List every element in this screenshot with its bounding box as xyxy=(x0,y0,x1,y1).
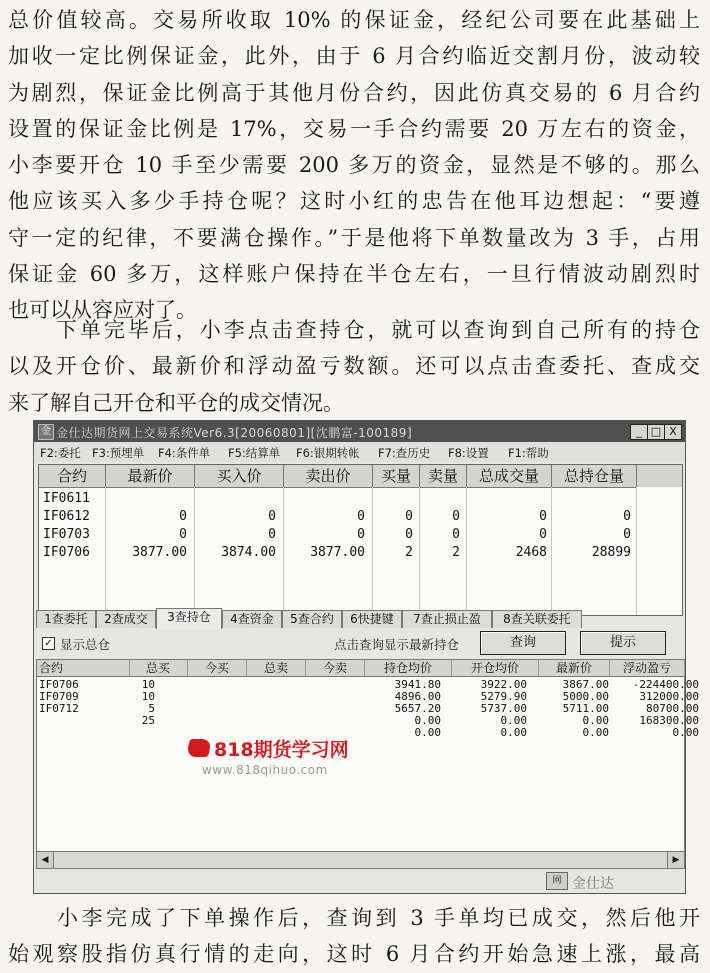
tab-linked-orders[interactable]: 8查关联委托 xyxy=(492,610,582,628)
position-cell[interactable]: 312000.00 xyxy=(639,690,699,703)
quote-cell[interactable]: IF0612 xyxy=(43,509,90,524)
position-cell[interactable]: 10 xyxy=(141,690,155,703)
quote-cell[interactable]: 28899 xyxy=(591,545,631,560)
position-controls xyxy=(34,630,685,656)
scroll-right-icon[interactable]: ▶ xyxy=(667,852,684,868)
quote-cell[interactable]: 0 xyxy=(623,527,631,542)
maximize-button[interactable]: □ xyxy=(647,424,665,440)
quote-cell[interactable]: 0 xyxy=(179,509,187,524)
position-cell[interactable]: 0.00 xyxy=(414,726,441,739)
position-cell[interactable]: 0.00 xyxy=(582,726,609,739)
paragraph-middle xyxy=(8,312,700,421)
watermark-title: 818期货学习网 xyxy=(214,739,349,761)
tab-trades[interactable]: 2查成交 xyxy=(96,610,156,628)
position-cell[interactable]: 5 xyxy=(148,702,155,715)
position-cell[interactable]: 0.00 xyxy=(414,714,441,727)
position-cell[interactable]: 0.00 xyxy=(500,714,527,727)
query-button[interactable]: 查询 xyxy=(480,631,566,655)
column-header[interactable]: 买入价 xyxy=(195,465,284,488)
text-line: 设置的保证金比例是 17%，交易一手合约需要 20 万左右的资金， xyxy=(8,116,700,141)
text-line: 也可以从容应对了。 xyxy=(8,298,197,323)
quote-cell[interactable]: 3877.00 xyxy=(310,545,365,560)
show-total-label: 显示总仓 xyxy=(60,637,111,652)
status-bar xyxy=(34,869,685,893)
position-cell[interactable]: 80700.00 xyxy=(646,702,699,715)
position-cell[interactable]: 3941.80 xyxy=(394,678,441,691)
menu-item-history[interactable]: F7:查历史 xyxy=(378,446,431,460)
position-cell[interactable]: 5279.90 xyxy=(480,690,527,703)
position-cell[interactable]: 0.00 xyxy=(582,714,609,727)
text-line: 加收一定比例保证金，此外，由于 6 月合约临近交割月份，波动较 xyxy=(8,44,700,69)
position-cell[interactable]: 0.00 xyxy=(672,726,699,739)
quote-cell[interactable]: 0 xyxy=(268,527,276,542)
query-hint: 点击查询显示最新持仓 xyxy=(334,637,460,652)
paragraph-top xyxy=(8,2,700,329)
quote-cell[interactable]: 0 xyxy=(452,527,460,542)
column-header[interactable]: 总卖 xyxy=(247,660,306,676)
quote-cell[interactable]: 2 xyxy=(452,545,460,560)
text-line: 保证金 60 多万，这样账户保持在半仓左右，一旦行情波动剧烈时 xyxy=(8,262,700,287)
close-button[interactable]: X xyxy=(664,424,682,440)
position-cell[interactable]: 10 xyxy=(141,678,155,691)
menu-item-bank-transfer[interactable]: F6:银期转帐 xyxy=(296,446,360,460)
column-header[interactable]: 总买 xyxy=(129,660,188,676)
position-cell[interactable]: 0.00 xyxy=(500,726,527,739)
app-icon: 金 xyxy=(38,424,54,440)
menu-item-preset-order[interactable]: F3:预埋单 xyxy=(92,446,145,460)
menu-item-order[interactable]: F2:委托 xyxy=(40,446,81,460)
column-header[interactable]: 合约 xyxy=(39,465,106,488)
network-icon: 网 xyxy=(546,872,568,890)
menu-item-settlement[interactable]: F5:结算单 xyxy=(228,446,281,460)
quote-cell[interactable]: 0 xyxy=(623,509,631,524)
status-brand: 金仕达 xyxy=(572,876,614,892)
minimize-button[interactable]: _ xyxy=(630,424,648,440)
position-cell[interactable]: 5657.20 xyxy=(394,702,441,715)
window-title: 金仕达期货网上交易系统Ver6.3[20060801][沈鹏富-100189] xyxy=(56,426,413,440)
window-titlebar xyxy=(34,421,685,442)
column-header[interactable]: 买量 xyxy=(373,465,420,488)
tip-button[interactable]: 提示 xyxy=(580,631,666,655)
position-cell[interactable]: -224400.00 xyxy=(632,678,699,691)
quote-cell[interactable]: IF0703 xyxy=(43,527,90,542)
position-cell[interactable]: 3922.00 xyxy=(480,678,527,691)
text-line: 下单完毕后，小李点击查持仓，就可以查询到自己所有的持仓 xyxy=(8,318,700,342)
tab-stop-loss[interactable]: 7查止损止盈 xyxy=(402,610,492,628)
quote-cell[interactable]: 0 xyxy=(539,509,547,524)
quote-cell[interactable]: 0 xyxy=(405,509,413,524)
position-cell[interactable]: 5737.00 xyxy=(480,702,527,715)
quote-cell[interactable]: IF0611 xyxy=(43,491,90,506)
position-cell[interactable]: IF0709 xyxy=(39,690,79,703)
text-line: 守一定的纪律，不要满仓操作。”于是他将下单数量改为 3 手，占用 xyxy=(8,225,700,250)
quote-cell[interactable]: 2468 xyxy=(515,545,547,560)
quote-cell[interactable]: IF0706 xyxy=(43,545,90,560)
column-header[interactable]: 总持仓量 xyxy=(552,465,637,488)
query-tabs xyxy=(34,607,685,629)
position-cell[interactable]: 5711.00 xyxy=(562,702,609,715)
quote-cell[interactable]: 2 xyxy=(405,545,413,560)
trading-window xyxy=(33,420,699,894)
text-line: 以及开仓价、最新价和浮动盈亏数额。还可以点击查委托、查成交 xyxy=(8,354,700,379)
quote-cell[interactable]: 0 xyxy=(357,509,365,524)
column-header[interactable]: 今卖 xyxy=(306,660,365,676)
watermark-logo-icon xyxy=(186,739,212,757)
column-header[interactable]: 浮动盈亏 xyxy=(610,660,685,676)
quote-cell[interactable]: 0 xyxy=(452,509,460,524)
column-header[interactable]: 持仓均价 xyxy=(365,660,452,676)
quote-cell[interactable]: 0 xyxy=(179,527,187,542)
quote-cell[interactable]: 3874.00 xyxy=(221,545,276,560)
tab-funds[interactable]: 4查资金 xyxy=(222,610,282,628)
menu-item-settings[interactable]: F8:设置 xyxy=(448,446,489,460)
horizontal-scrollbar[interactable] xyxy=(36,851,685,869)
site-watermark xyxy=(188,735,388,785)
text-line: 来了解自己开仓和平仓的成交情况。 xyxy=(8,390,344,415)
tab-contracts[interactable]: 5查合约 xyxy=(282,610,342,628)
position-cell[interactable]: 168300.00 xyxy=(639,714,699,727)
quote-cell[interactable]: 0 xyxy=(357,527,365,542)
quote-cell[interactable]: 0 xyxy=(539,527,547,542)
quote-cell[interactable]: 0 xyxy=(405,527,413,542)
text-line: 总价值较高。交易所收取 10% 的保证金，经纪公司要在此基础上 xyxy=(8,8,700,32)
watermark-url: www.818qihuo.com xyxy=(202,763,328,777)
menu-bar xyxy=(34,442,685,462)
position-cell[interactable]: 4896.00 xyxy=(394,690,441,703)
position-cell[interactable]: IF0706 xyxy=(39,678,79,691)
position-table-header xyxy=(37,660,684,677)
text-line: 为剧烈，保证金比例高于其他月份合约，因此仿真交易的 6 月合约 xyxy=(8,80,700,105)
quote-cell[interactable]: 0 xyxy=(268,509,276,524)
tab-shortcuts[interactable]: 6快捷键 xyxy=(342,610,402,628)
column-header[interactable]: 卖出价 xyxy=(284,465,373,488)
tab-orders[interactable]: 1查委托 xyxy=(36,610,96,628)
text-line: 小李要开仓 10 手至少需要 200 多万的资金，显然是不够的。那么 xyxy=(8,153,700,178)
column-header[interactable]: 总成交量 xyxy=(467,465,552,488)
position-cell[interactable]: 25 xyxy=(141,714,155,727)
quote-cell[interactable]: 3877.00 xyxy=(132,545,187,560)
tab-positions[interactable]: 3查持仓 xyxy=(156,608,222,629)
column-header[interactable]: 最新价 xyxy=(539,660,610,676)
column-header[interactable]: 今买 xyxy=(188,660,247,676)
column-header[interactable]: 最新价 xyxy=(106,465,195,488)
scroll-left-icon[interactable]: ◀ xyxy=(37,852,54,868)
paragraph-bottom xyxy=(8,900,700,973)
quote-table xyxy=(38,464,683,616)
position-cell[interactable]: 5000.00 xyxy=(562,690,609,703)
column-header[interactable]: 开仓均价 xyxy=(452,660,539,676)
position-cell[interactable]: IF0712 xyxy=(39,702,79,715)
text-line: 他应该买入多少手持仓呢？这时小红的忠告在他耳边想起：“要遵 xyxy=(8,189,700,214)
column-header[interactable]: 合约 xyxy=(37,660,130,676)
menu-item-help[interactable]: F1:帮助 xyxy=(508,446,549,460)
position-cell[interactable]: 3867.00 xyxy=(562,678,609,691)
text-line: 小李完成了下单操作后，查询到 3 手单均已成交，然后他开 xyxy=(8,906,700,930)
column-header[interactable]: 卖量 xyxy=(420,465,467,488)
quote-table-header xyxy=(39,465,682,487)
show-total-checkbox[interactable]: ✓ xyxy=(42,637,55,650)
menu-item-conditional-order[interactable]: F4:条件单 xyxy=(158,446,211,460)
text-line: 始观察股指仿真行情的走向，这时 6 月合约开始急速上涨，最高 xyxy=(8,942,700,967)
